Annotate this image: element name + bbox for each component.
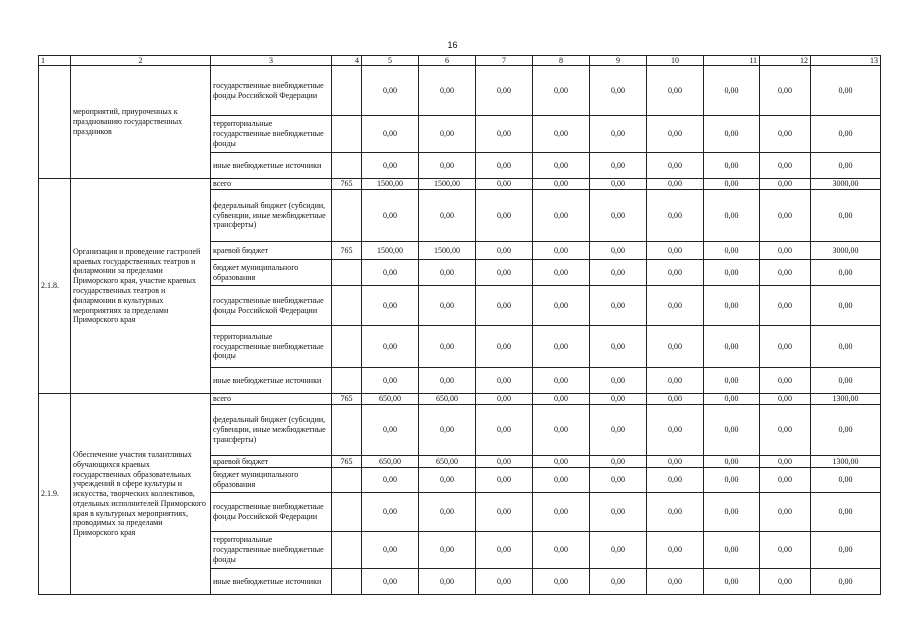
amount-col-5: 0,00 (362, 493, 419, 532)
amount-col-10: 0,00 (647, 532, 704, 569)
amount-col-12: 0,00 (760, 405, 811, 456)
amount-col-7: 0,00 (476, 286, 533, 326)
funding-source: бюджет муниципального образования (211, 260, 332, 286)
amount-col-7: 0,00 (476, 242, 533, 260)
budget-admin-code (332, 532, 362, 569)
amount-col-10: 0,00 (647, 286, 704, 326)
item-code: 2.1.9. (39, 394, 71, 595)
amount-col-11: 0,00 (704, 66, 760, 116)
funding-source: государственные внебюджетные фонды Российской Федерации (211, 286, 332, 326)
amount-col-13: 0,00 (811, 190, 881, 242)
amount-col-8: 0,00 (533, 260, 590, 286)
amount-col-7: 0,00 (476, 179, 533, 190)
budget-table-body (39, 56, 881, 595)
amount-col-13: 0,00 (811, 286, 881, 326)
amount-col-9: 0,00 (590, 569, 647, 595)
amount-col-8: 0,00 (533, 493, 590, 532)
amount-col-5: 0,00 (362, 569, 419, 595)
budget-admin-code: 765 (332, 242, 362, 260)
column-number-row (39, 56, 881, 66)
budget-admin-code (332, 260, 362, 286)
amount-col-8: 0,00 (533, 326, 590, 368)
item-code: 2.1.8. (39, 179, 71, 394)
budget-admin-code: 765 (332, 456, 362, 468)
amount-col-9: 0,00 (590, 405, 647, 456)
budget-admin-code (332, 368, 362, 394)
amount-col-9: 0,00 (590, 153, 647, 179)
amount-col-9: 0,00 (590, 260, 647, 286)
amount-col-8: 0,00 (533, 242, 590, 260)
funding-source: государственные внебюджетные фонды Российской Федерации (211, 66, 332, 116)
amount-col-5: 0,00 (362, 66, 419, 116)
amount-col-5: 0,00 (362, 153, 419, 179)
amount-col-13: 1300,00 (811, 394, 881, 405)
amount-col-11: 0,00 (704, 179, 760, 190)
column-number-8: 8 (533, 56, 590, 66)
amount-col-11: 0,00 (704, 493, 760, 532)
table-row (39, 66, 881, 116)
amount-col-5: 0,00 (362, 116, 419, 153)
item-code (39, 66, 71, 179)
amount-col-5: 1500,00 (362, 242, 419, 260)
amount-col-12: 0,00 (760, 153, 811, 179)
amount-col-11: 0,00 (704, 153, 760, 179)
column-number-7: 7 (476, 56, 533, 66)
amount-col-13: 0,00 (811, 368, 881, 394)
amount-col-13: 0,00 (811, 468, 881, 493)
funding-source: всего (211, 394, 332, 405)
amount-col-12: 0,00 (760, 179, 811, 190)
amount-col-6: 0,00 (419, 260, 476, 286)
amount-col-10: 0,00 (647, 116, 704, 153)
item-name: Обеспечение участия талантливых обучающихся краевых государственных образовательных учреждений в сфере культуры и искусства, творческих коллективов, отдельных исполнителей Приморского края в культурных мероприятиях, проводимых за пределами Приморского края (71, 394, 211, 595)
amount-col-13: 3000,00 (811, 179, 881, 190)
amount-col-5: 650,00 (362, 456, 419, 468)
amount-col-9: 0,00 (590, 116, 647, 153)
amount-col-12: 0,00 (760, 190, 811, 242)
amount-col-7: 0,00 (476, 468, 533, 493)
funding-source: краевой бюджет (211, 456, 332, 468)
amount-col-7: 0,00 (476, 368, 533, 394)
amount-col-8: 0,00 (533, 286, 590, 326)
amount-col-11: 0,00 (704, 190, 760, 242)
budget-admin-code (332, 286, 362, 326)
budget-admin-code (332, 116, 362, 153)
column-number-13: 13 (811, 56, 881, 66)
amount-col-8: 0,00 (533, 153, 590, 179)
amount-col-6: 0,00 (419, 116, 476, 153)
amount-col-5: 0,00 (362, 532, 419, 569)
amount-col-13: 0,00 (811, 116, 881, 153)
page-number: 16 (447, 40, 458, 50)
amount-col-5: 650,00 (362, 394, 419, 405)
amount-col-12: 0,00 (760, 260, 811, 286)
amount-col-13: 0,00 (811, 532, 881, 569)
item-name: Организация и проведение гастролей краевых государственных театров и филармонии за пределами Приморского края, участие краевых государственных театров и филармонии в культурных мероприятиях за пределами Приморского края (71, 179, 211, 394)
amount-col-8: 0,00 (533, 368, 590, 394)
amount-col-11: 0,00 (704, 242, 760, 260)
amount-col-9: 0,00 (590, 468, 647, 493)
amount-col-10: 0,00 (647, 242, 704, 260)
budget-admin-code (332, 153, 362, 179)
amount-col-12: 0,00 (760, 286, 811, 326)
amount-col-6: 0,00 (419, 368, 476, 394)
column-number-1: 1 (39, 56, 71, 66)
amount-col-13: 0,00 (811, 569, 881, 595)
amount-col-6: 650,00 (419, 394, 476, 405)
amount-col-5: 0,00 (362, 468, 419, 493)
amount-col-11: 0,00 (704, 456, 760, 468)
funding-source: краевой бюджет (211, 242, 332, 260)
amount-col-8: 0,00 (533, 532, 590, 569)
column-number-2: 2 (71, 56, 211, 66)
amount-col-13: 1300,00 (811, 456, 881, 468)
funding-source: территориальные государственные внебюджетные фонды (211, 326, 332, 368)
column-number-12: 12 (760, 56, 811, 66)
amount-col-11: 0,00 (704, 468, 760, 493)
amount-col-7: 0,00 (476, 326, 533, 368)
funding-source: федеральный бюджет (субсидии, субвенции, иные межбюджетные трансферты) (211, 190, 332, 242)
budget-admin-code (332, 66, 362, 116)
amount-col-11: 0,00 (704, 405, 760, 456)
table-row (39, 179, 881, 190)
budget-admin-code (332, 326, 362, 368)
amount-col-9: 0,00 (590, 179, 647, 190)
amount-col-5: 0,00 (362, 286, 419, 326)
amount-col-6: 0,00 (419, 153, 476, 179)
amount-col-7: 0,00 (476, 493, 533, 532)
amount-col-11: 0,00 (704, 260, 760, 286)
amount-col-8: 0,00 (533, 116, 590, 153)
amount-col-9: 0,00 (590, 326, 647, 368)
amount-col-6: 0,00 (419, 532, 476, 569)
amount-col-12: 0,00 (760, 468, 811, 493)
column-number-6: 6 (419, 56, 476, 66)
amount-col-6: 0,00 (419, 569, 476, 595)
table-row (39, 394, 881, 405)
amount-col-7: 0,00 (476, 569, 533, 595)
amount-col-10: 0,00 (647, 66, 704, 116)
amount-col-8: 0,00 (533, 468, 590, 493)
amount-col-9: 0,00 (590, 368, 647, 394)
amount-col-11: 0,00 (704, 569, 760, 595)
budget-admin-code (332, 569, 362, 595)
amount-col-6: 0,00 (419, 286, 476, 326)
amount-col-10: 0,00 (647, 456, 704, 468)
amount-col-6: 0,00 (419, 468, 476, 493)
amount-col-9: 0,00 (590, 286, 647, 326)
amount-col-7: 0,00 (476, 260, 533, 286)
amount-col-6: 0,00 (419, 66, 476, 116)
amount-col-7: 0,00 (476, 456, 533, 468)
amount-col-10: 0,00 (647, 493, 704, 532)
budget-table (38, 55, 881, 595)
amount-col-7: 0,00 (476, 153, 533, 179)
amount-col-7: 0,00 (476, 116, 533, 153)
amount-col-7: 0,00 (476, 66, 533, 116)
amount-col-9: 0,00 (590, 66, 647, 116)
amount-col-10: 0,00 (647, 190, 704, 242)
amount-col-9: 0,00 (590, 493, 647, 532)
amount-col-12: 0,00 (760, 394, 811, 405)
amount-col-12: 0,00 (760, 456, 811, 468)
amount-col-11: 0,00 (704, 368, 760, 394)
funding-source: иные внебюджетные источники (211, 569, 332, 595)
amount-col-11: 0,00 (704, 286, 760, 326)
amount-col-10: 0,00 (647, 179, 704, 190)
funding-source: иные внебюджетные источники (211, 368, 332, 394)
amount-col-9: 0,00 (590, 532, 647, 569)
amount-col-9: 0,00 (590, 456, 647, 468)
budget-admin-code: 765 (332, 179, 362, 190)
amount-col-6: 650,00 (419, 456, 476, 468)
amount-col-12: 0,00 (760, 569, 811, 595)
amount-col-11: 0,00 (704, 116, 760, 153)
funding-source: государственные внебюджетные фонды Российской Федерации (211, 493, 332, 532)
column-number-11: 11 (704, 56, 760, 66)
funding-source: всего (211, 179, 332, 190)
amount-col-7: 0,00 (476, 405, 533, 456)
budget-admin-code (332, 493, 362, 532)
budget-admin-code (332, 468, 362, 493)
amount-col-9: 0,00 (590, 394, 647, 405)
amount-col-6: 0,00 (419, 326, 476, 368)
amount-col-5: 1500,00 (362, 179, 419, 190)
amount-col-7: 0,00 (476, 532, 533, 569)
amount-col-12: 0,00 (760, 116, 811, 153)
amount-col-12: 0,00 (760, 326, 811, 368)
column-number-9: 9 (590, 56, 647, 66)
budget-admin-code (332, 190, 362, 242)
funding-source: бюджет муниципального образования (211, 468, 332, 493)
amount-col-10: 0,00 (647, 326, 704, 368)
amount-col-13: 0,00 (811, 493, 881, 532)
amount-col-8: 0,00 (533, 394, 590, 405)
column-number-3: 3 (211, 56, 332, 66)
amount-col-7: 0,00 (476, 394, 533, 405)
amount-col-5: 0,00 (362, 405, 419, 456)
amount-col-10: 0,00 (647, 468, 704, 493)
amount-col-8: 0,00 (533, 179, 590, 190)
amount-col-10: 0,00 (647, 405, 704, 456)
funding-source: территориальные государственные внебюджетные фонды (211, 116, 332, 153)
amount-col-7: 0,00 (476, 190, 533, 242)
amount-col-8: 0,00 (533, 190, 590, 242)
column-number-10: 10 (647, 56, 704, 66)
amount-col-12: 0,00 (760, 242, 811, 260)
amount-col-13: 0,00 (811, 326, 881, 368)
amount-col-13: 3000,00 (811, 242, 881, 260)
amount-col-6: 0,00 (419, 493, 476, 532)
amount-col-12: 0,00 (760, 532, 811, 569)
amount-col-8: 0,00 (533, 405, 590, 456)
amount-col-11: 0,00 (704, 326, 760, 368)
amount-col-11: 0,00 (704, 394, 760, 405)
amount-col-8: 0,00 (533, 66, 590, 116)
amount-col-10: 0,00 (647, 394, 704, 405)
amount-col-13: 0,00 (811, 405, 881, 456)
column-number-4: 4 (332, 56, 362, 66)
funding-source: территориальные государственные внебюджетные фонды (211, 532, 332, 569)
column-number-5: 5 (362, 56, 419, 66)
amount-col-6: 1500,00 (419, 242, 476, 260)
funding-source: федеральный бюджет (субсидии, субвенции, иные межбюджетные трансферты) (211, 405, 332, 456)
amount-col-6: 0,00 (419, 190, 476, 242)
amount-col-9: 0,00 (590, 190, 647, 242)
item-name: мероприятий, приуроченных к празднованию государственных праздников (71, 66, 211, 179)
amount-col-10: 0,00 (647, 569, 704, 595)
amount-col-10: 0,00 (647, 153, 704, 179)
budget-admin-code (332, 405, 362, 456)
amount-col-12: 0,00 (760, 368, 811, 394)
amount-col-10: 0,00 (647, 260, 704, 286)
budget-admin-code: 765 (332, 394, 362, 405)
amount-col-13: 0,00 (811, 153, 881, 179)
funding-source: иные внебюджетные источники (211, 153, 332, 179)
amount-col-5: 0,00 (362, 326, 419, 368)
amount-col-5: 0,00 (362, 260, 419, 286)
amount-col-6: 1500,00 (419, 179, 476, 190)
amount-col-13: 0,00 (811, 66, 881, 116)
amount-col-10: 0,00 (647, 368, 704, 394)
amount-col-9: 0,00 (590, 242, 647, 260)
amount-col-5: 0,00 (362, 190, 419, 242)
amount-col-8: 0,00 (533, 456, 590, 468)
amount-col-12: 0,00 (760, 493, 811, 532)
amount-col-8: 0,00 (533, 569, 590, 595)
amount-col-13: 0,00 (811, 260, 881, 286)
amount-col-12: 0,00 (760, 66, 811, 116)
amount-col-6: 0,00 (419, 405, 476, 456)
amount-col-5: 0,00 (362, 368, 419, 394)
amount-col-11: 0,00 (704, 532, 760, 569)
